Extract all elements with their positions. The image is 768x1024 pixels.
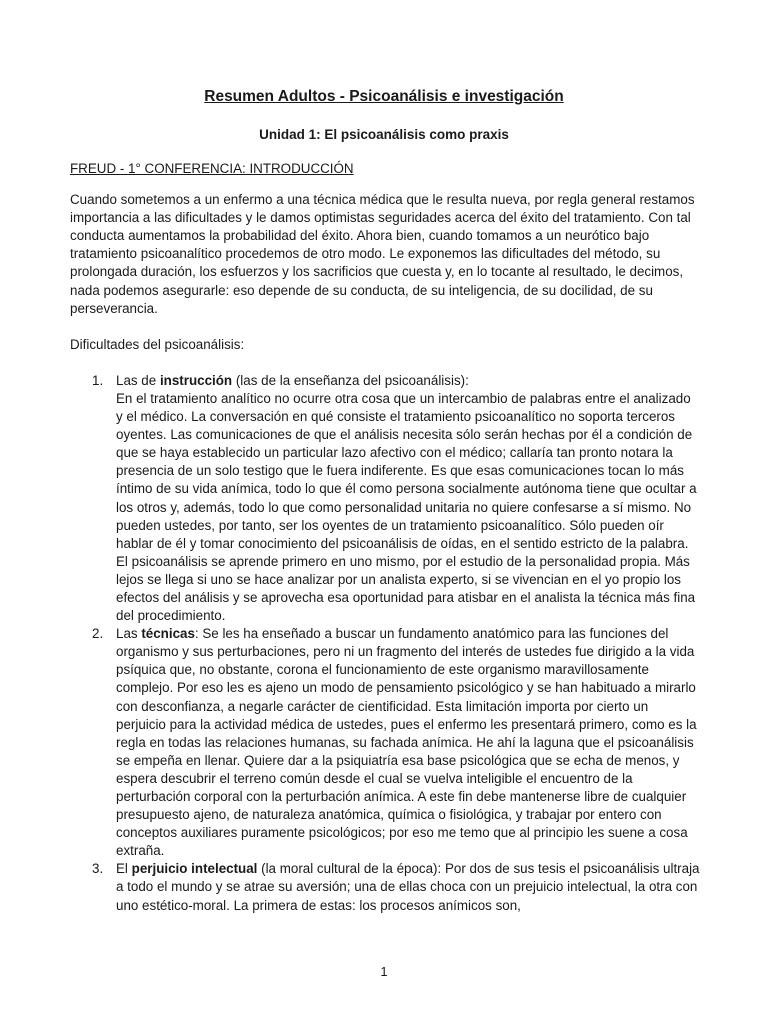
section-heading: FREUD - 1° CONFERENCIA: INTRODUCCIÓN	[70, 161, 354, 176]
document-body	[70, 160, 700, 915]
list-item-prefix: Las de	[116, 372, 160, 388]
page-number: 1	[380, 964, 388, 979]
list-item	[70, 372, 700, 625]
difficulties-list	[70, 372, 700, 915]
list-heading: Dificultades del psicoanálisis:	[70, 336, 245, 352]
list-item-number: 1.	[92, 372, 104, 388]
list-item-bold-term: técnicas	[141, 626, 195, 642]
list-item-bold-term: instrucción	[159, 372, 233, 388]
list-item-heading: : Se les ha enseñado a buscar un fundamento anatómico para las funciones del organismo y sus perturbaciones, pero ni un fragmento del interés de ustedes fue dirigido a la vida psíquica que, no obstante, corona el funcionamiento de este organismo maravillosamente complejo. Por eso les es ajeno un modo de pensamiento psicológico y se han habituado a mirarlo con desconfianza, a negarle carácter de cientificidad. Esta limitación importa por cierto un perjuicio para la actividad médica de ustedes, pues el enfermo les presentará primero, como es la regla en todas las relaciones humanas, su fachada anímica. He ahí la laguna que el psicoanálisis se empeña en llenar. Quiere dar a la psiquiatría esa base psicológica que se echa de menos, y espera descubrir el terreno común desde el cual se vuelva inteligible el encuentro de la perturbación corporal con la perturbación anímica. A este fin debe mantenerse libre de cualquier presupuesto ajeno, de naturaleza anatómica, química o fisiológica, y trabajar por entero con conceptos auxiliares puramente psicológicos; por eso me temo que al principio les suene a cosa extraña.	[116, 626, 697, 859]
document-subtitle: Unidad 1: El psicoanálisis como praxis	[259, 127, 509, 142]
list-item-number: 3.	[92, 861, 104, 877]
document-title: Resumen Adultos - Psicoanálisis e investigación	[204, 88, 564, 105]
list-item-number: 2.	[92, 626, 104, 642]
list-item-heading: (las de la enseñanza del psicoanálisis):	[232, 372, 469, 388]
list-item-heading: (la moral cultural de la época): Por dos de sus tesis el psicoanálisis ultraja a todo el mundo y se atrae su aversión; una de ellas choca con un prejuicio intelectual, la otra con uno estético-moral. La primera de estas: los procesos anímicos son,	[116, 861, 700, 913]
list-item-text: En el tratamiento analítico no ocurre otra cosa que un intercambio de palabras entre el analizado y el médico. La conversación en qué consiste el tratamiento psicoanalítico no soporta terceros oyentes. Las comunicaciones de que el análisis necesita sólo serán hechas por él a condición de que se haya establecido un particular lazo afectivo con el médico; callaría tan pronto notara la presencia de un solo testigo que le fuera indiferente. Es que esas comunicaciones tocan lo más íntimo de su vida anímica, todo lo que él como persona socialmente autónoma tiene que ocultar a los otros y, además, todo lo que como personalidad unitaria no quiere confesarse a sí mismo. No pueden ustedes, por tanto, ser los oyentes de un tratamiento psicoanalítico. Sólo pueden oír hablar de él y tomar conocimiento del psicoanálisis de oídas, en el sentido estricto de la palabra. El psicoanálisis se aprende primero en uno mismo, por el estudio de la personalidad propia. Más lejos se llega si uno se hace analizar por un analista experto, si se vivencian en el yo propio los efectos del análisis y se aprovecha esa oportunidad para atisbar en el analista la técnica más fina del procedimiento.	[116, 390, 697, 624]
list-item-bold-term: perjuicio intelectual	[131, 861, 258, 877]
list-item-prefix: Las	[116, 626, 142, 642]
list-item	[70, 860, 700, 914]
list-item-prefix: El	[116, 861, 132, 877]
intro-paragraph: Cuando sometemos a un enfermo a una técnica médica que le resulta nueva, por regla general restamos importancia a las dificultades y le damos optimistas seguridades acerca del éxito del tratamiento. Con tal conducta aumentamos la probabilidad del éxito. Ahora bien, cuando tomamos a un neurótico bajo tratamiento psicoanalítico procedemos de otro modo. Le exponemos las dificultades del método, su prolongada duración, los esfuerzos y los sacrificios que cuesta y, en lo tocante al resultado, le decimos, nada podemos asegurarle: eso depende de su conducta, de su inteligencia, de su docilidad, de su perseverancia.	[70, 192, 695, 316]
list-item	[70, 625, 700, 860]
